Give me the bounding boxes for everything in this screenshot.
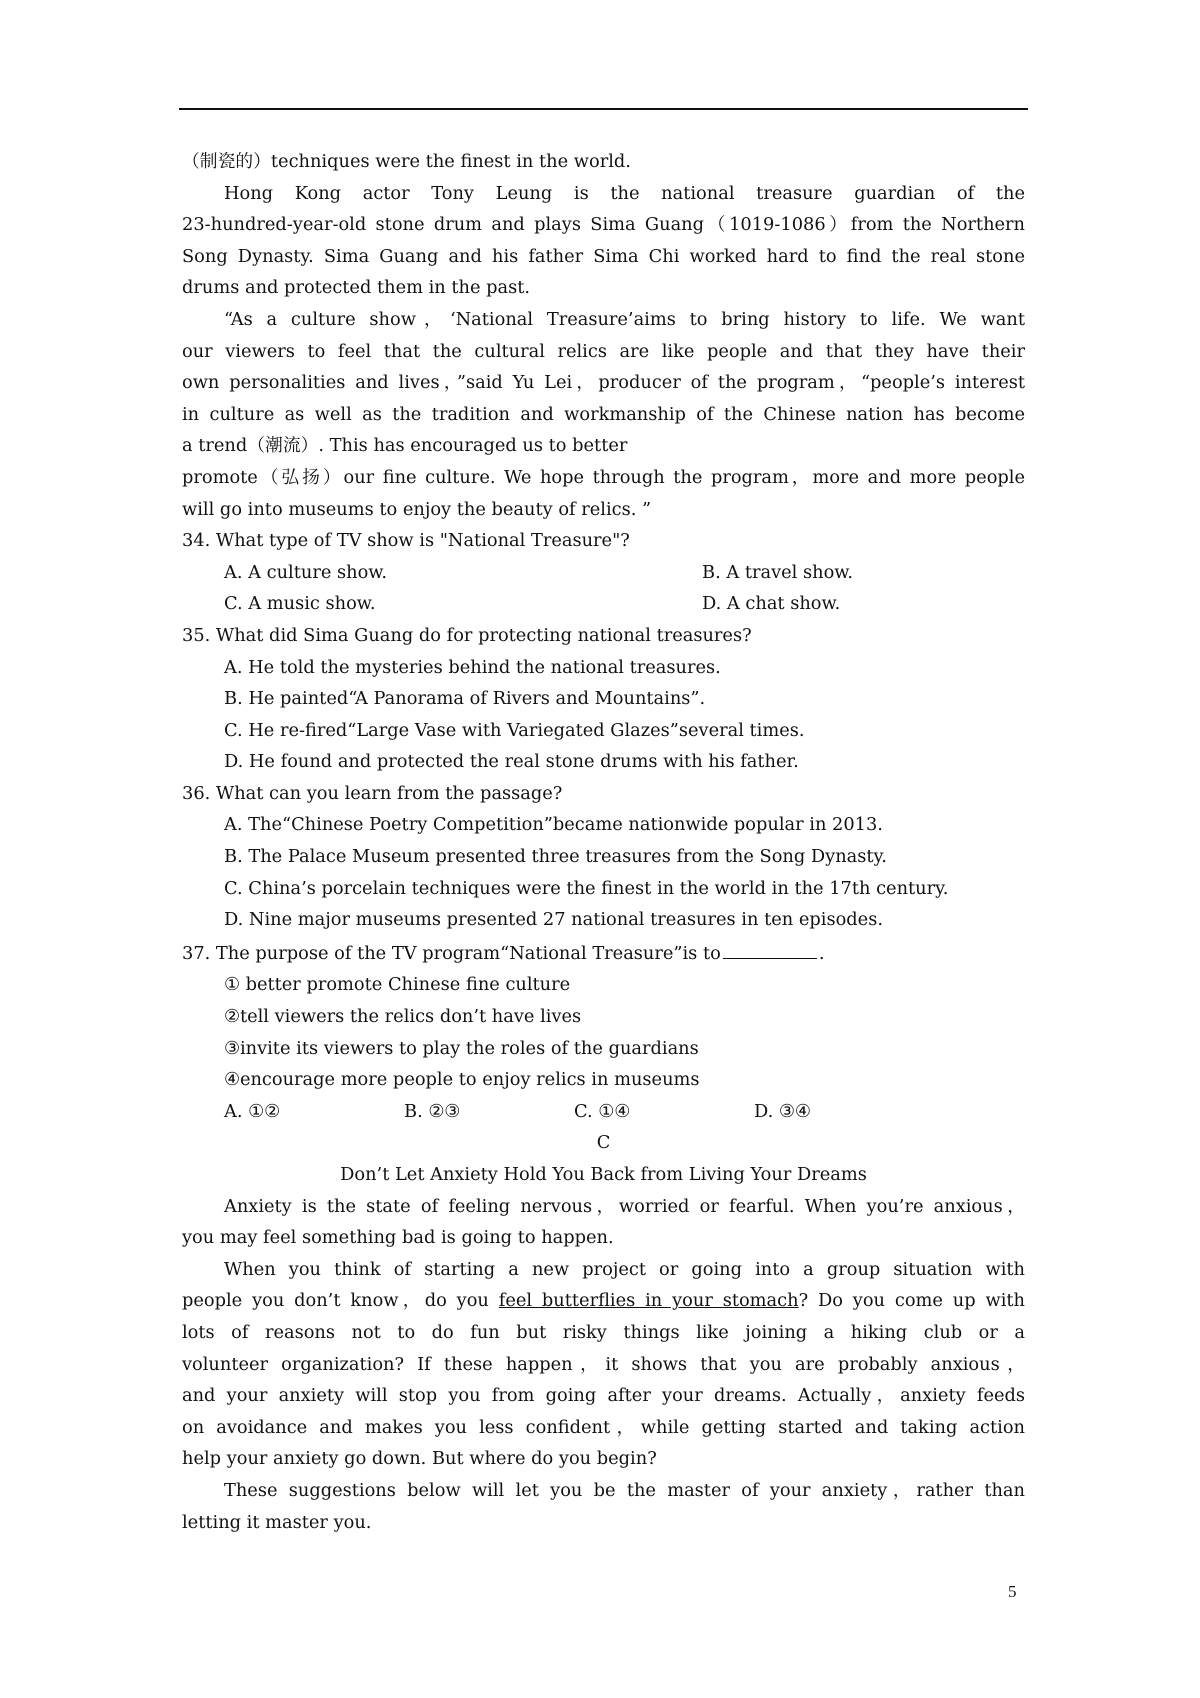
text-line: “As a culture show，‘National Treasure’aims to bring history to life. We want [224, 308, 1025, 330]
text-line: on avoidance and makes you less confident，while getting started and taking action [182, 1416, 1025, 1438]
option-b: B. A travel show. [702, 561, 854, 583]
text-line: Song Dynasty. Sima Guang and his father Sima Chi worked hard to find the real stone [182, 245, 1025, 267]
header-rule [179, 108, 1028, 110]
text-line: 23-hundred-year-old stone drum and plays Sima Guang（1019-1086）from the Northern [182, 214, 1025, 236]
option-a: A. He told the mysteries behind the national treasures. [224, 656, 721, 678]
option-d: D. ③④ [754, 1100, 811, 1122]
paragraph-anxiety-definition [182, 1191, 1025, 1254]
option-a: A. A culture show. [224, 561, 388, 583]
question-35 [182, 620, 1025, 778]
question-text: 36. What can you learn from the passage? [182, 782, 563, 804]
question-text: 34. What type of TV show is "National Treasure"? [182, 530, 630, 552]
text-line: in culture as well as the tradition and workmanship of the Chinese nation has become [182, 403, 1025, 425]
text-line: will go into museums to enjoy the beauty of relics. ” [182, 498, 652, 520]
text-line [182, 1285, 1025, 1317]
text-line: These suggestions below will let you be the master of your anxiety，rather than [224, 1479, 1025, 1501]
text-line: our viewers to feel that the cultural relics are like people and that they have their [182, 340, 1025, 362]
option-row [182, 588, 1025, 620]
paragraph-suggestions-intro [182, 1475, 1025, 1538]
text-line: own personalities and lives，”said Yu Lei，producer of the program，“people’s interest [182, 372, 1025, 394]
text-line: letting it master you. [182, 1511, 372, 1533]
page-body [182, 146, 1025, 1538]
option-d: D. A chat show. [702, 593, 841, 615]
question-37 [182, 936, 1025, 1128]
question-34 [182, 525, 1025, 620]
text-line: promote（弘扬）our fine culture. We hope through the program，more and more people [182, 466, 1025, 488]
question-text-post: . [818, 942, 825, 964]
option-c: C. China’s porcelain techniques were the finest in the world in the 17th century. [224, 877, 949, 899]
answer-blank [723, 936, 817, 959]
text-line: you may feel something bad is going to happen. [182, 1227, 614, 1249]
option-a: A. The“Chinese Poetry Competition”became nationwide popular in 2013. [224, 814, 883, 836]
question-text-pre: 37. The purpose of the TV program“National Treasure”is to [182, 942, 721, 964]
text-segment: people you don’t know，do you [182, 1290, 499, 1312]
question-text [182, 936, 1025, 970]
page-number: 5 [1008, 1582, 1017, 1601]
option-row [182, 557, 1025, 589]
text-line: volunteer organization? If these happen，it shows that you are probably anxious， [182, 1353, 1025, 1375]
paragraph-yu-lei-quote [182, 304, 1025, 525]
option-c: C. ①④ [574, 1100, 631, 1122]
option-row [182, 1096, 1025, 1128]
option-c: C. He re-fired“Large Vase with Variegated Glazes”several times. [224, 719, 805, 741]
text-segment: ? Do you come up with [798, 1290, 1025, 1312]
option-b: B. He painted“A Panorama of Rivers and Mountains”. [224, 688, 706, 710]
text-line: Anxiety is the state of feeling nervous，worried or fearful. When you’re anxious， [224, 1195, 1025, 1217]
section-letter: C [596, 1132, 611, 1154]
question-text: 35. What did Sima Guang do for protecting national treasures? [182, 624, 752, 646]
article-title: Don’t Let Anxiety Hold You Back from Living Your Dreams [340, 1164, 867, 1185]
option-d: D. Nine major museums presented 27 national treasures in ten episodes. [224, 909, 883, 931]
text-line: When you think of starting a new project or going into a group situation with [224, 1258, 1025, 1280]
statement-4: ④encourage more people to enjoy relics in museums [224, 1069, 700, 1091]
statement-1: ① better promote Chinese fine culture [224, 974, 571, 996]
text-line: a trend（潮流）. This has encouraged us to better [182, 435, 628, 457]
option-a: A. ①② [224, 1100, 281, 1122]
option-b: B. The Palace Museum presented three treasures from the Song Dynasty. [224, 846, 887, 868]
paragraph-anxiety-signs [182, 1254, 1025, 1475]
text-line: help your anxiety go down. But where do you begin? [182, 1448, 657, 1470]
text-line: and your anxiety will stop you from going after your dreams. Actually，anxiety feeds [182, 1385, 1025, 1407]
option-b: B. ②③ [404, 1100, 461, 1122]
text-line: Hong Kong actor Tony Leung is the national treasure guardian of the [224, 182, 1025, 204]
question-36 [182, 778, 1025, 936]
paragraph-continued: （制瓷的）techniques were the finest in the world. [182, 151, 631, 172]
paragraph-tony-leung [182, 178, 1025, 304]
statement-3: ③invite its viewers to play the roles of the guardians [224, 1037, 699, 1059]
option-d: D. He found and protected the real stone drums with his father. [224, 751, 799, 773]
text-line: drums and protected them in the past. [182, 277, 531, 299]
option-c: C. A music show. [224, 593, 376, 615]
statement-2: ②tell viewers the relics don’t have lives [224, 1006, 582, 1028]
text-line: lots of reasons not to do fun but risky things like joining a hiking club or a [182, 1321, 1025, 1343]
underlined-phrase: feel butterflies in your stomach [498, 1290, 799, 1312]
